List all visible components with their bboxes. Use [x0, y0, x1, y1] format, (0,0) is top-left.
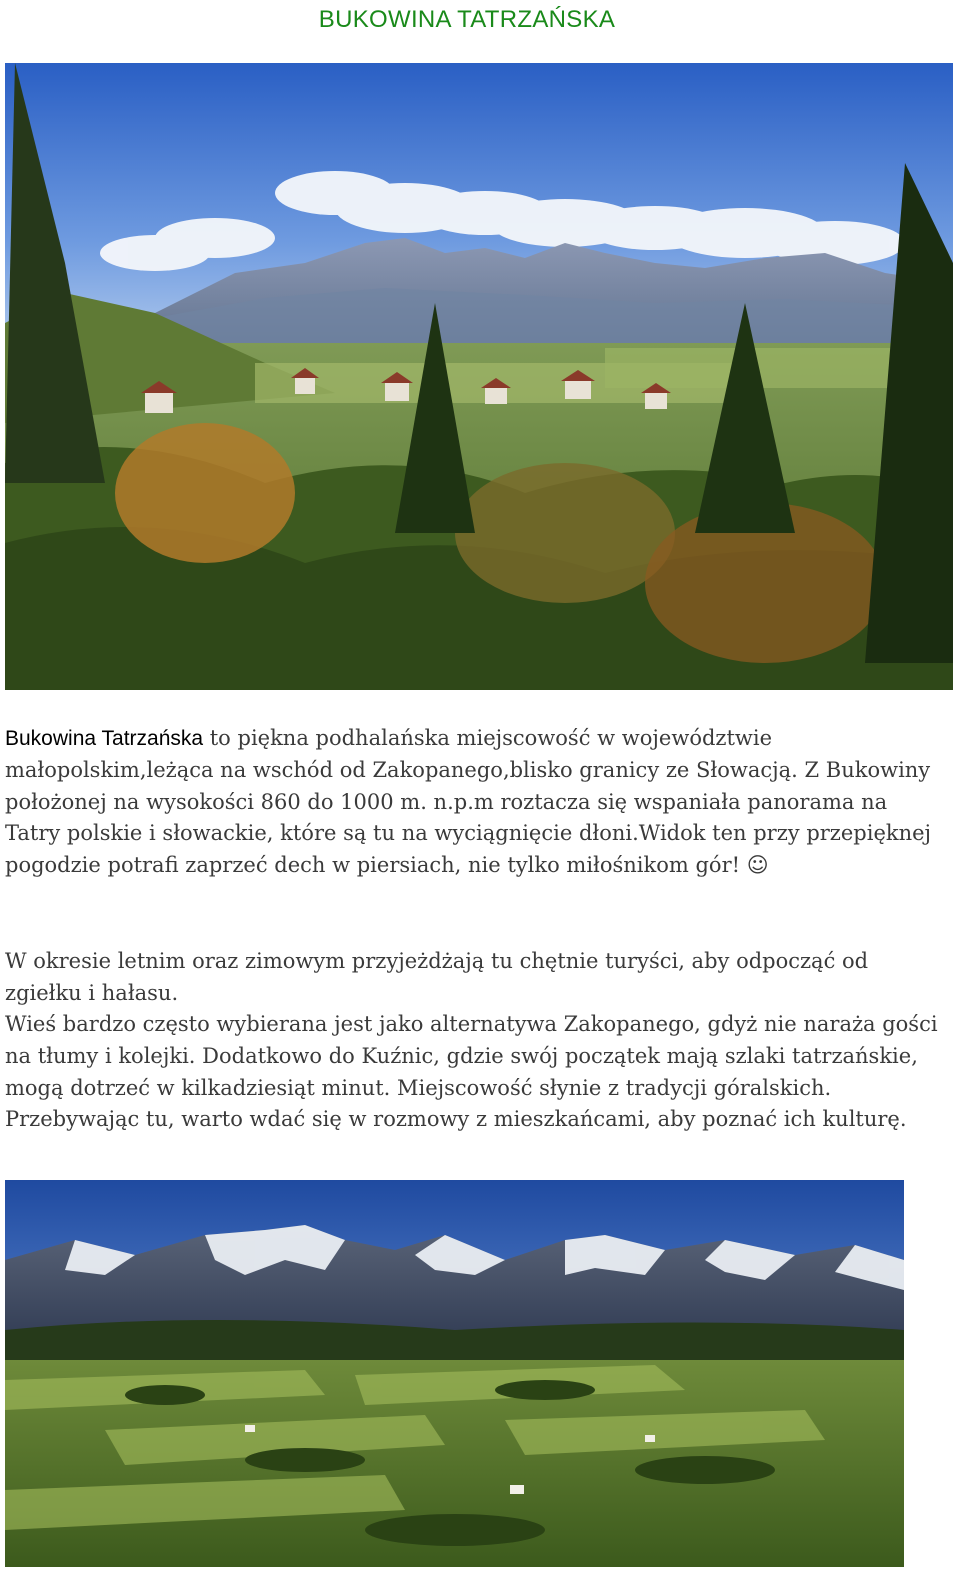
seasons-paragraph	[5, 946, 940, 1010]
smiley-icon: ☺	[746, 853, 769, 878]
page-title: BUKOWINA TATRZAŃSKA	[318, 6, 616, 33]
intro-paragraph	[5, 723, 940, 882]
mountain-village-photo	[5, 63, 953, 690]
tatra-panorama-photo	[5, 1180, 904, 1567]
lead-place-name: Bukowina Tatrzańska	[5, 727, 204, 750]
alternative-paragraph	[5, 1009, 940, 1136]
intro-text: to piękna podhalańska miejscowość w województwie małopolskim,leżąca na wschód od Zakopanego,blisko granicy ze Słowacją. Z Bukowiny położonej na wysokości 860 do 1000 m. n.p.m roztacza się wspaniała panorama na Tatry polskie i słowackie, które są tu na wyciągnięcie dłoni.Widok ten przy przepięknej pogodzie potrafi zaprzeć dech w piersiach, nie tylko miłośnikom gór!	[5, 726, 932, 878]
alternative-text: Wieś bardzo często wybierana jest jako alternatywa Zakopanego, gdyż nie naraża gości na tłumy i kolejki. Dodatkowo do Kuźnic, gdzie swój początek mają szlaki tatrzańskie, mogą dotrzeć w kilkadziesiąt minut. Miejscowość słynie z tradycji góralskich. Przebywając tu, warto wdać się w rozmowy z mieszkańcami, aby poznać ich kulturę.	[5, 1012, 938, 1132]
seasons-text: W okresie letnim oraz zimowym przyjeżdżają tu chętnie turyści, aby odpocząć od zgiełku i hałasu.	[5, 949, 869, 1005]
